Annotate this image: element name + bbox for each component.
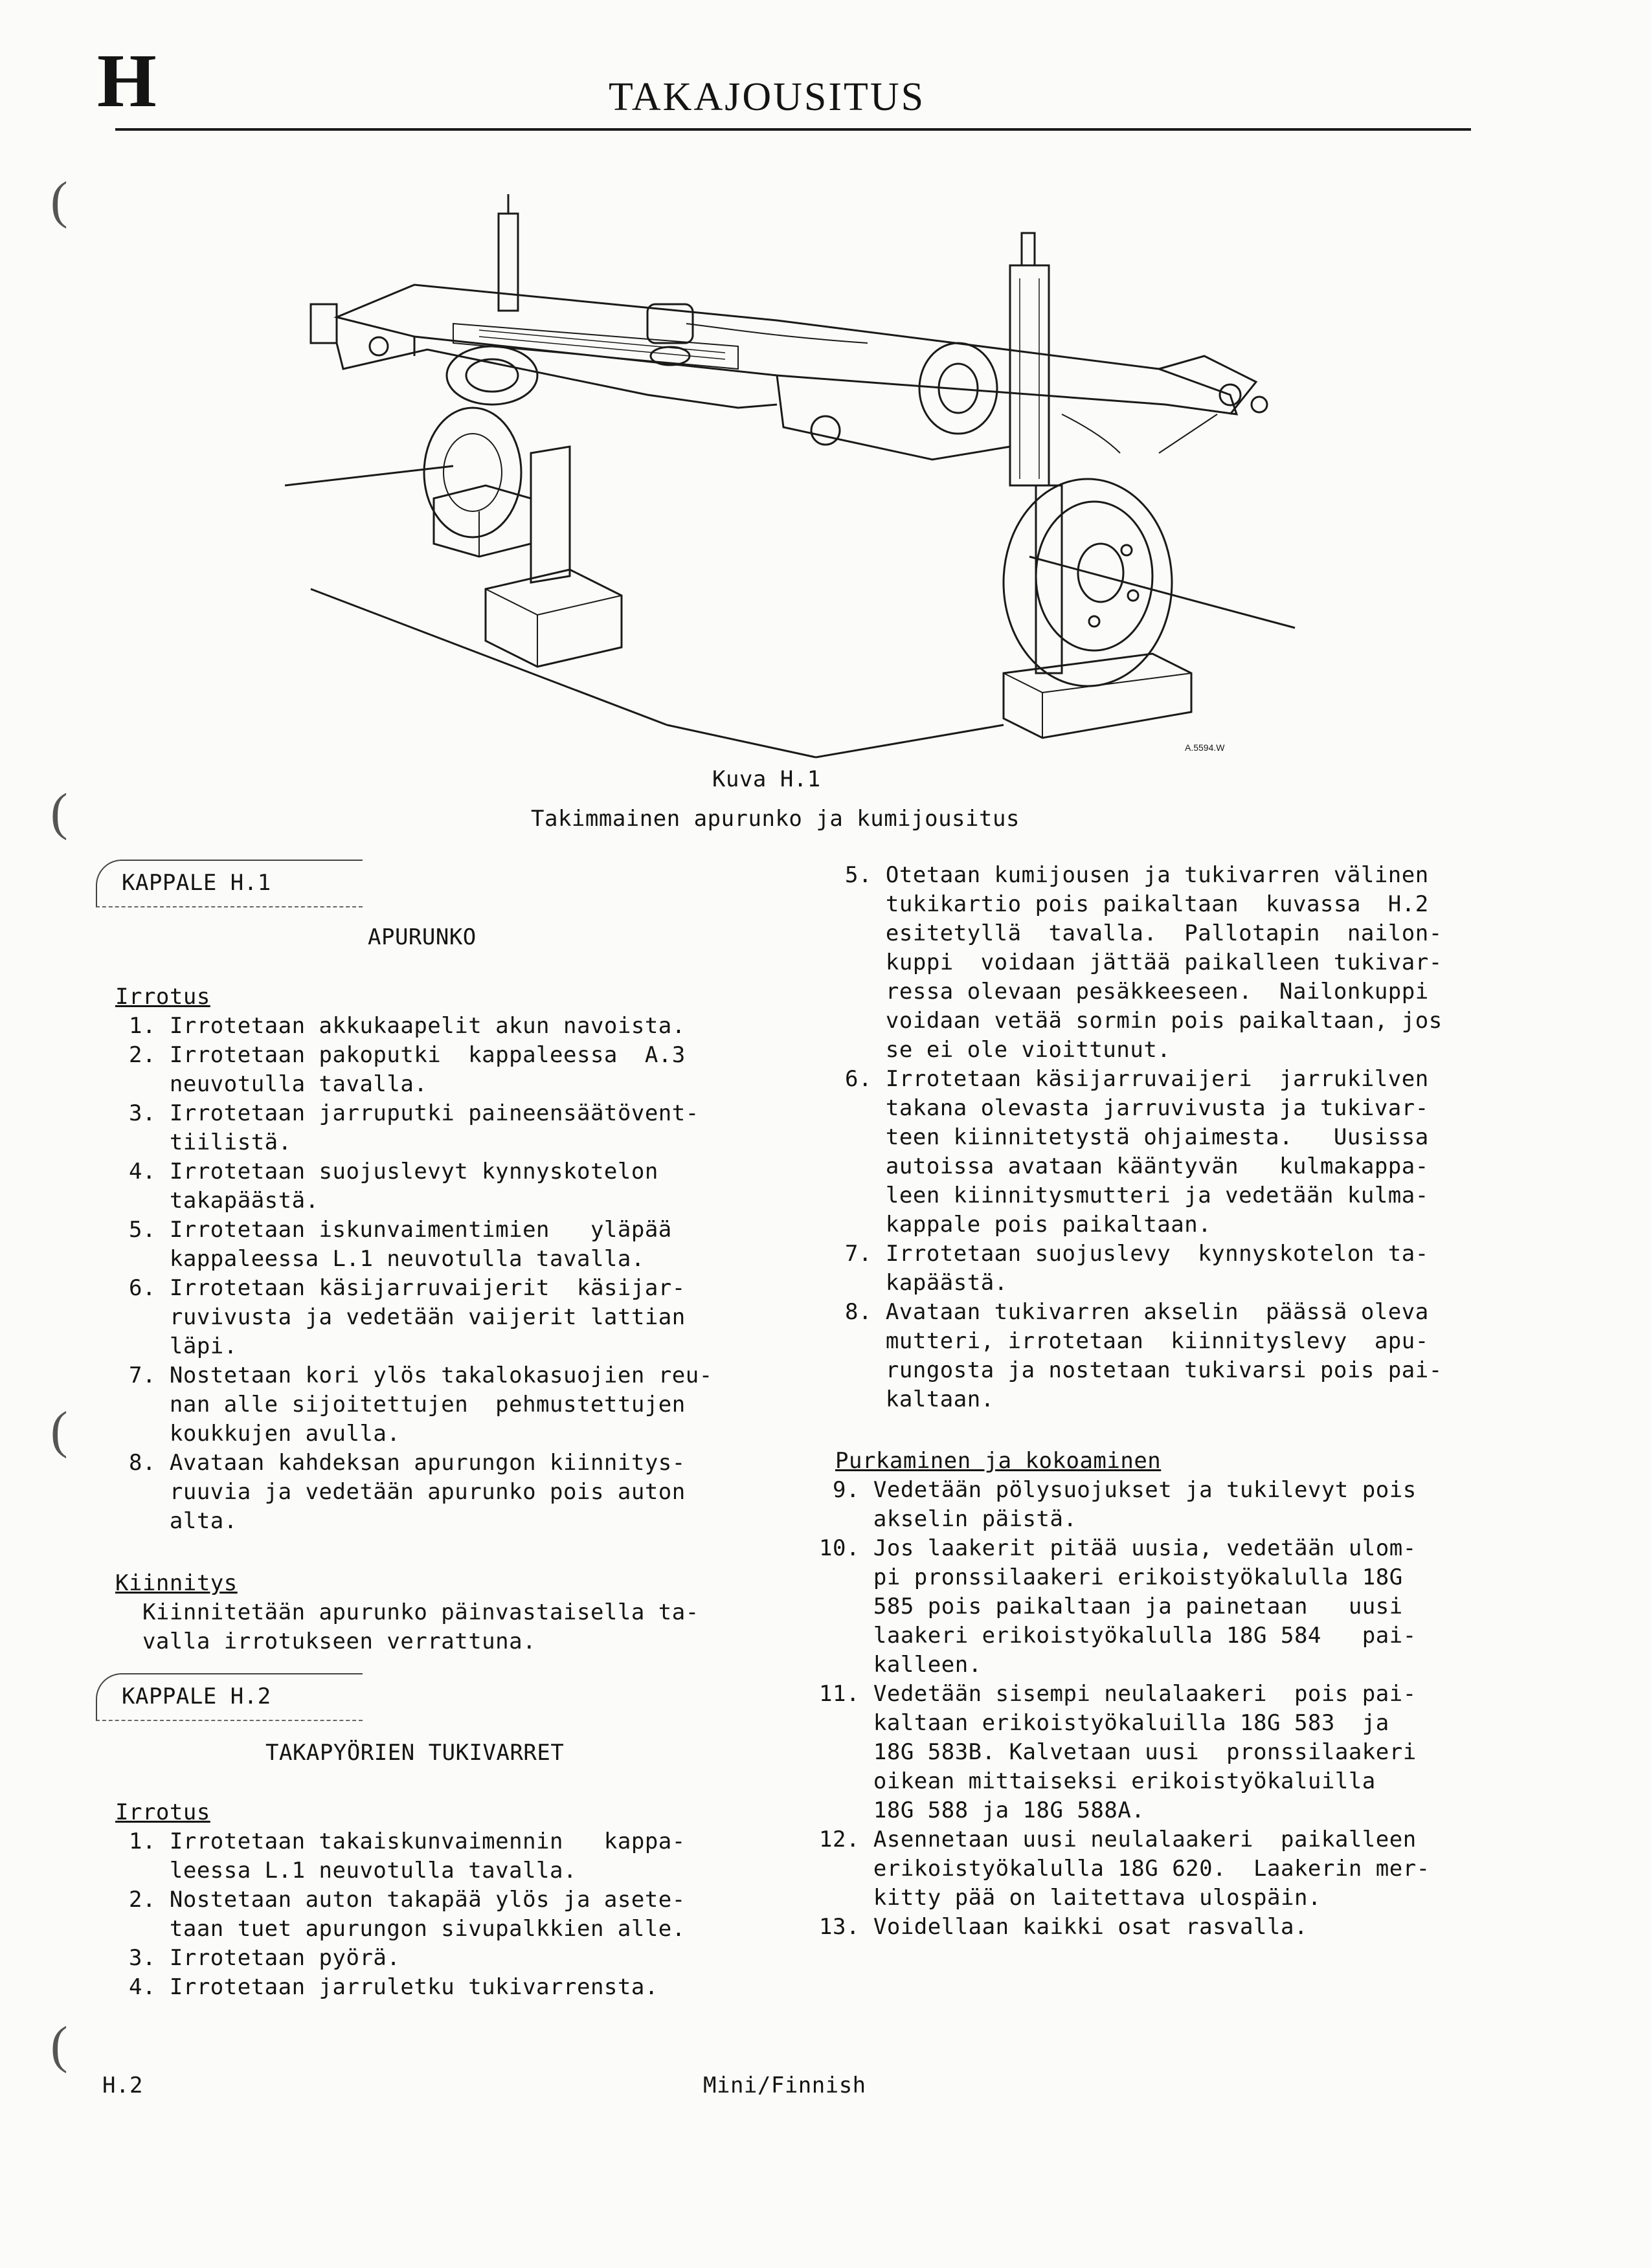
list-item: 6. Irrotetaan käsijarruvaijerit käsijar-	[115, 1275, 686, 1301]
figure-subcaption: Takimmainen apurunko ja kumijousitus	[531, 806, 1020, 832]
header-rule	[115, 128, 1471, 131]
list-item: kaltaan erikoistyökaluilla 18G 583 ja	[819, 1710, 1389, 1736]
list-item: 18G 588 ja 18G 588A.	[819, 1797, 1145, 1823]
section-title: APURUNKO	[368, 924, 477, 950]
list-item: mutteri, irrotetaan kiinnityslevy apu-	[845, 1328, 1429, 1354]
list-item: 8. Avataan tukivarren akselin päässä oleva	[845, 1299, 1429, 1325]
list-item: 1. Irrotetaan akkukaapelit akun navoista.	[115, 1013, 686, 1039]
list-item: tiilistä.	[115, 1129, 292, 1155]
list-item: 3. Irrotetaan pyörä.	[115, 1945, 401, 1971]
removal-heading: Irrotus	[115, 984, 210, 1010]
list-item: 9. Vedetään pölysuojukset ja tukilevyt pois	[819, 1477, 1417, 1503]
list-item: 2. Nostetaan auton takapää ylös ja asete-	[115, 1887, 686, 1913]
list-item: kappaleessa L.1 neuvotulla tavalla.	[115, 1246, 645, 1272]
list-item: leen kiinnitysmutteri ja vedetään kulma-	[845, 1183, 1429, 1208]
list-item: kapäästä.	[845, 1270, 1008, 1296]
list-item: kalleen.	[819, 1652, 982, 1678]
list-item: läpi.	[115, 1333, 238, 1359]
list-item: pi pronssilaakeri erikoistyökalulla 18G	[819, 1564, 1403, 1590]
list-item: ressa olevaan pesäkkeeseen. Nailonkuppi	[845, 979, 1429, 1005]
list-item: nan alle sijoitettujen pehmustettujen	[115, 1392, 686, 1418]
list-item: erikoistyökalulla 18G 620. Laakerin mer-	[819, 1856, 1430, 1882]
list-item: 1. Irrotetaan takaiskunvaimennin kappa-	[115, 1829, 686, 1854]
fitting-text: Kiinnitetään apurunko päinvastaisella ta-	[115, 1599, 699, 1625]
list-item: akselin päistä.	[819, 1506, 1077, 1532]
section-label-box	[96, 860, 368, 911]
list-item: oikean mittaiseksi erikoistyökaluilla	[819, 1768, 1376, 1794]
section-letter: H	[97, 38, 157, 123]
list-item: 585 pois paikaltaan ja painetaan uusi	[819, 1594, 1403, 1619]
left-column	[115, 854, 769, 2007]
list-item: autoissa avataan kääntyvän kulmakappa-	[845, 1153, 1429, 1179]
section-title: TAKAPYÖRIEN TUKIVARRET	[265, 1740, 565, 1766]
list-item: se ei ole vioittunut.	[845, 1037, 1171, 1063]
list-item: ruuvia ja vedetään apurunko pois auton	[115, 1479, 686, 1505]
list-item: 4. Irrotetaan suojuslevyt kynnyskotelon	[115, 1159, 658, 1184]
list-item: leessa L.1 neuvotulla tavalla.	[115, 1858, 577, 1884]
right-column	[819, 861, 1492, 1961]
subframe-drawing	[285, 181, 1321, 770]
list-item: 5. Otetaan kumijousen ja tukivarren välinen	[845, 862, 1429, 888]
list-item: 4. Irrotetaan jarruletku tukivarrensta.	[115, 1974, 658, 2000]
list-item: 6. Irrotetaan käsijarruvaijeri jarrukilven	[845, 1066, 1429, 1092]
list-item: neuvotulla tavalla.	[115, 1071, 428, 1097]
margin-mark: (	[51, 784, 68, 841]
fitting-text: valla irrotukseen verrattuna.	[115, 1629, 537, 1654]
assembly-heading: Purkaminen ja kokoaminen	[835, 1448, 1162, 1474]
margin-mark: (	[51, 2017, 68, 2074]
list-item: 2. Irrotetaan pakoputki kappaleessa A.3	[115, 1042, 686, 1068]
list-item: tukikartio pois paikaltaan kuvassa H.2	[845, 891, 1429, 917]
list-item: koukkujen avulla.	[115, 1421, 401, 1447]
list-item: laakeri erikoistyökalulla 18G 584 pai-	[819, 1623, 1417, 1649]
list-item: teen kiinnitetystä ohjaimesta. Uusissa	[845, 1124, 1429, 1150]
section-label-box	[96, 1673, 368, 1725]
list-item: 5. Irrotetaan iskunvaimentimien yläpää	[115, 1217, 672, 1243]
drawing-id: A.5594.W	[1185, 742, 1225, 753]
list-item: kappale pois paikaltaan.	[845, 1212, 1212, 1238]
margin-mark: (	[51, 172, 68, 229]
list-item: rungosta ja nostetaan tukivarsi pois pai-	[845, 1357, 1443, 1383]
page-number: H.2	[102, 2073, 143, 2098]
list-item: 7. Irrotetaan suojuslevy kynnyskotelon ta-	[845, 1241, 1429, 1267]
list-item: 18G 583B. Kalvetaan uusi pronssilaakeri	[819, 1739, 1417, 1765]
list-item: takana olevasta jarruvivusta ja tukivar-	[845, 1095, 1429, 1121]
list-item: 7. Nostetaan kori ylös takalokasuojien reu-	[115, 1362, 713, 1388]
list-item: 8. Avataan kahdeksan apurungon kiinnitys-	[115, 1450, 686, 1476]
page-title: TAKAJOUSITUS	[609, 75, 926, 119]
list-item: taan tuet apurungon sivupalkkien alle.	[115, 1916, 686, 1942]
list-item: takapäästä.	[115, 1188, 319, 1214]
removal-heading: Irrotus	[115, 1799, 210, 1825]
list-item: 12. Asennetaan uusi neulalaakeri paikalleen	[819, 1827, 1417, 1852]
list-item: kaltaan.	[845, 1386, 994, 1412]
list-item: 3. Irrotetaan jarruputki paineensäätövent-	[115, 1100, 699, 1126]
section-label: KAPPALE H.1	[122, 870, 271, 896]
list-item: esitetyllä tavalla. Pallotapin nailon-	[845, 920, 1443, 946]
section-label: KAPPALE H.2	[122, 1684, 271, 1709]
figure-caption: Kuva H.1	[712, 766, 821, 792]
list-item: voidaan vetää sormin pois paikaltaan, jos	[845, 1008, 1443, 1034]
list-item: ruvivusta ja vedetään vaijerit lattian	[115, 1304, 686, 1330]
list-item: alta.	[115, 1508, 238, 1534]
list-item: 11. Vedetään sisempi neulalaakeri pois pai-	[819, 1681, 1417, 1707]
list-item: 10. Jos laakerit pitää uusia, vedetään ulom-	[819, 1535, 1417, 1561]
list-item: 13. Voidellaan kaikki osat rasvalla.	[819, 1914, 1308, 1940]
margin-mark: (	[51, 1402, 68, 1459]
fitting-heading: Kiinnitys	[115, 1570, 238, 1596]
list-item: kitty pää on laitettava ulospäin.	[819, 1885, 1321, 1911]
list-item: kuppi voidaan jättää paikalleen tukivar-	[845, 950, 1443, 975]
footer-edition: Mini/Finnish	[703, 2073, 866, 2098]
